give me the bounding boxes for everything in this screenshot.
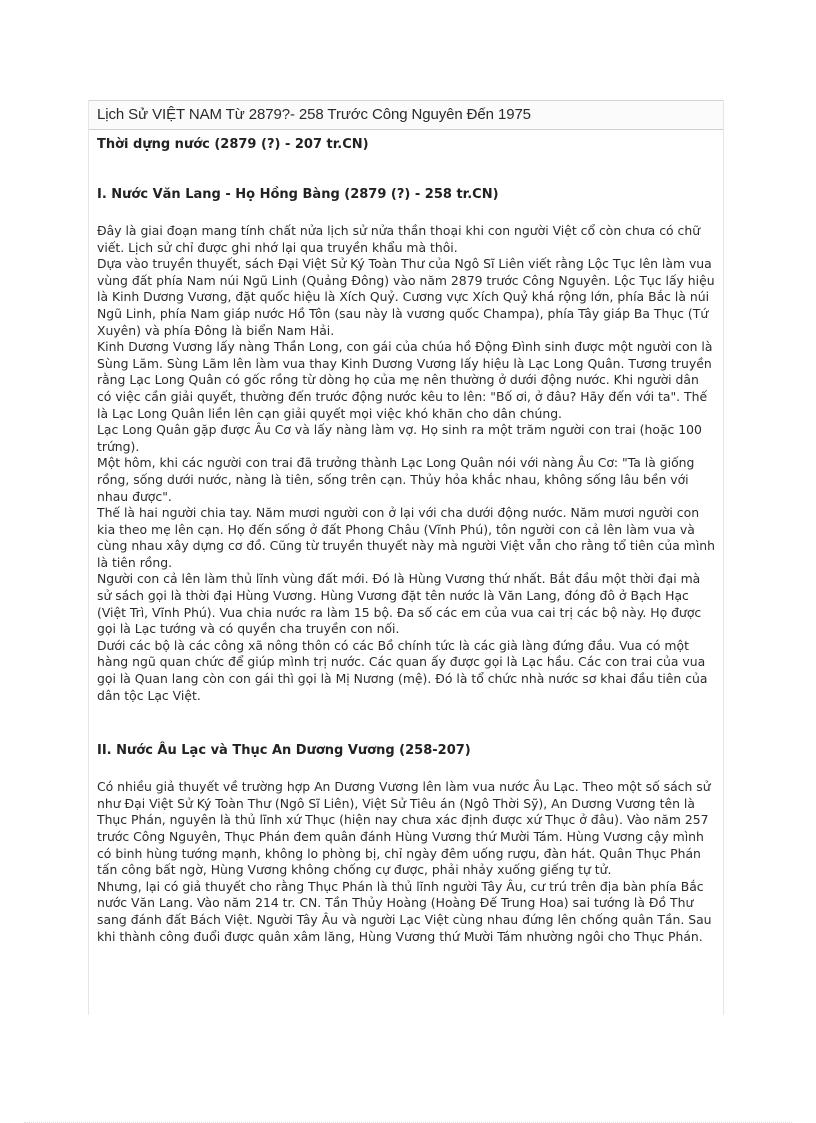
document-content xyxy=(97,136,717,945)
paragraph: Kinh Dương Vương lấy nàng Thần Long, con gái của chúa hồ Động Đình sinh được một người con là Sùng Lãm. Sùng Lãm lên làm vua thay Kinh Dương Vương lấy hiệu là Lạc Long Quân. Tương truyền rằng Lạc Long Quân có gốc rồng từ dòng họ của mẹ nên thường ở dưới động nước. Khi người dân có việc cần giải quyết, thường đến trước động nước kêu to lên: "Bố ơi, ở đâu? Hãy đến với ta". Thế là Lạc Long Quân liền lên cạn giải quyết mọi việc khó khăn cho dân chúng. xyxy=(97,339,713,421)
paragraph: Dưới các bộ là các công xã nông thôn có các Bồ chính tức là các già làng đứng đầu. Vua có một hàng ngũ quan chức để giúp mình trị nước. Các quan ấy được gọi là Lạc hầu. Các con trai của vua gọi là Quan lang còn con gái thì gọi là Mị Nương (mệ). Đó là tổ chức nhà nước sơ khai đầu tiên của dân tộc Lạc Việt. xyxy=(97,637,708,703)
paragraph: Đây là giai đoạn mang tính chất nửa lịch sử nửa thần thoại khi con người Việt cổ còn chưa có chữ viết. Lịch sử chỉ được ghi nhớ lại qua truyền khẩu mà thôi. xyxy=(97,223,701,255)
paragraph: Dựa vào truyền thuyết, sách Đại Việt Sử Ký Toàn Thư của Ngô Sĩ Liên viết rằng Lộc Tục lên làm vua vùng đất phía Nam núi Ngũ Linh (Quảng Đông) vào năm 2879 trước Công Nguyên. Lộc Tục lấy hiệu là Kinh Dương Vương, đặt quốc hiệu là Xích Quỷ. Cương vực Xích Quỷ khá rộng lớn, phía Bắc là núi Ngũ Linh, phía Nam giáp nước Hồ Tôn (sau này là vương quốc Champa), phía Tây giáp Ba Thục (Tứ Xuyên) và phía Đông là biển Nam Hải. xyxy=(97,256,715,338)
section-heading-van-lang: I. Nước Văn Lang - Họ Hồng Bàng (2879 (?) - 258 tr.CN) xyxy=(97,187,499,202)
paragraph: Lạc Long Quân gặp được Âu Cơ và lấy nàng làm vợ. Họ sinh ra một trăm người con trai (hoặc 100 trứng). xyxy=(97,422,702,454)
section-heading-au-lac: II. Nước Âu Lạc và Thục An Dương Vương (258-207) xyxy=(97,743,471,759)
section-body-van-lang xyxy=(97,223,717,704)
paragraph: Có nhiều giả thuyết về trường hợp An Dương Vương lên làm vua nước Âu Lạc. Theo một số sách sử như Đại Việt Sử Ký Toàn Thư (Ngô Sĩ Liên), Việt Sử Tiêu án (Ngô Thời Sỹ), An Dương Vương tên là Thục Phán, nguyên là thủ lĩnh xứ Thục (hiện nay chưa xác định được xứ Thục ở đâu). Vào năm 257 trước Công Nguyên, Thục Phán đem quân đánh Hùng Vương thứ Mười Tám. Hùng Vương cậy mình có binh hùng tướng mạnh, không lo phòng bị, chỉ ngày đêm uống rượu, đàn hát. Quân Thục Phán tấn công bất ngờ, Hùng Vương không chống cự được, phải nhảy xuống giếng tự tử. xyxy=(97,779,711,878)
paragraph: Nhưng, lại có giả thuyết cho rằng Thục Phán là thủ lĩnh người Tây Âu, cư trú trên địa bàn phía Bắc nước Văn Lang. Vào năm 214 tr. CN. Tần Thủy Hoàng (Hoàng Đế Trung Hoa) sai tướng là Đồ Thư sang đánh đất Bách Việt. Người Tây Âu và người Lạc Việt cùng nhau đứng lên chống quân Tần. Sau khi thành công đuổi được quân xâm lăng, Hùng Vương thứ Mười Tám nhường ngôi cho Thục Phán. xyxy=(97,878,712,944)
paragraph: Thế là hai người chia tay. Năm mươi người con ở lại với cha dưới động nước. Năm mươi người con kia theo mẹ lên cạn. Họ đến sống ở đất Phong Châu (Vĩnh Phú), tôn người con cả lên làm vua và cùng nhau xây dựng cơ đồ. Cũng từ truyền thuyết này mà người Việt vẫn cho rằng tổ tiên của mình là tiên rồng. xyxy=(97,505,715,570)
document-title: Lịch Sử VIỆT NAM Từ 2879?- 258 Trước Công Nguyên Đến 1975 xyxy=(97,106,531,123)
section-body-au-lac xyxy=(97,779,717,945)
paragraph: Một hôm, khi các người con trai đã trưởng thành Lạc Long Quân nói với nàng Âu Cơ: "Ta là giống rồng, sống dưới nước, nàng là tiên, sống trên cạn. Thủy hỏa khắc nhau, không sống lâu bền với nhau được". xyxy=(97,455,695,504)
title-bar xyxy=(89,100,723,130)
document-page xyxy=(88,100,724,1015)
paragraph: Người con cả lên làm thủ lĩnh vùng đất mới. Đó là Hùng Vương thứ nhất. Bắt đầu một thời đại mà sử sách gọi là thời đại Hùng Vương. Hùng Vương đặt tên nước là Văn Lang, đóng đô ở Bạch Hạc (Việt Trì, Vĩnh Phú). Vua chia nước ra làm 15 bộ. Đa số các em của vua cai trị các bộ này. Họ được gọi là Lạc tướng và có quyền cha truyền con nối. xyxy=(97,571,702,637)
era-title: Thời dựng nước (2879 (?) - 207 tr.CN) xyxy=(97,137,369,152)
